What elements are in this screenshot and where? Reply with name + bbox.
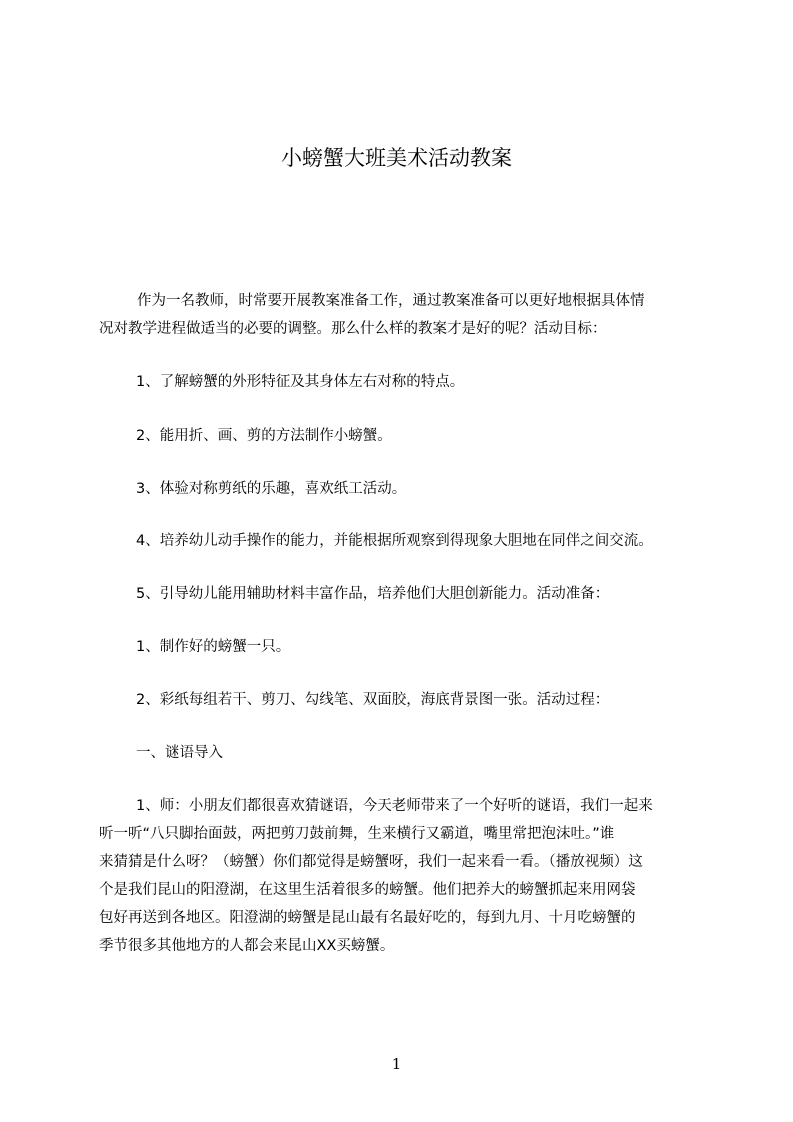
document-title: 小螃蟹大班美术活动教案 — [281, 146, 512, 170]
section-line: 包好再送到各地区。阳澄湖的螃蟹是昆山最有名最好吃的，每到九月、十月吃螃蟹的 — [99, 910, 636, 926]
section-heading-text: 一、谜语导入 — [136, 745, 223, 761]
intro-paragraph — [99, 287, 699, 343]
preparation-text: 2、彩纸每组若干、剪刀、勾线笔、双面胶，海底背景图一张。活动过程： — [136, 692, 610, 708]
goal-item — [99, 368, 699, 396]
goal-text: 1、了解螃蟹的外形特征及其身体左右对称的特点。 — [136, 374, 465, 390]
goal-item — [99, 475, 699, 503]
section-heading — [99, 739, 699, 767]
section-line: 来猜猜是什么呀？（螃蟹）你们都觉得是螃蟹呀，我们一起来看一看。（播放视频）这 — [99, 854, 643, 870]
page-number: 1 — [391, 1055, 402, 1073]
preparation-item — [99, 633, 699, 661]
goal-item — [99, 422, 699, 450]
section-line: 季节很多其他地方的人都会来昆山XX买螃蟹。 — [99, 938, 395, 954]
goal-item — [99, 527, 699, 555]
goal-text: 2、能用折、画、剪的方法制作小螃蟹。 — [136, 428, 392, 444]
section-paragraph — [99, 792, 699, 960]
goal-item — [99, 580, 699, 608]
goal-text: 3、体验对称剪纸的乐趣，喜欢纸工活动。 — [136, 481, 407, 497]
goal-text: 4、培养幼儿动手操作的能力，并能根据所观察到得现象大胆地在同伴之间交流。 — [136, 533, 653, 549]
intro-line: 况对教学进程做适当的必要的调整。那么什么样的教案才是好的呢？活动目标： — [99, 321, 607, 337]
goal-text: 5、引导幼儿能用辅助材料丰富作品，培养他们大胆创新能力。活动准备： — [136, 586, 610, 602]
preparation-text: 1、制作好的螃蟹一只。 — [136, 639, 291, 655]
intro-line: 作为一名教师，时常要开展教案准备工作，通过教案准备可以更好地根据具体情 — [137, 293, 645, 309]
section-line: 听一听“八只脚抬面鼓，两把剪刀鼓前舞，生来横行又霸道，嘴里常把泡沫吐。”谁 — [99, 826, 615, 842]
preparation-item — [99, 686, 699, 714]
section-line: 1、师：小朋友们都很喜欢猜谜语，今天老师带来了一个好听的谜语，我们一起来 — [136, 798, 653, 814]
section-line: 个是我们昆山的阳澄湖，在这里生活着很多的螃蟹。他们把养大的螃蟹抓起来用网袋 — [99, 882, 636, 898]
